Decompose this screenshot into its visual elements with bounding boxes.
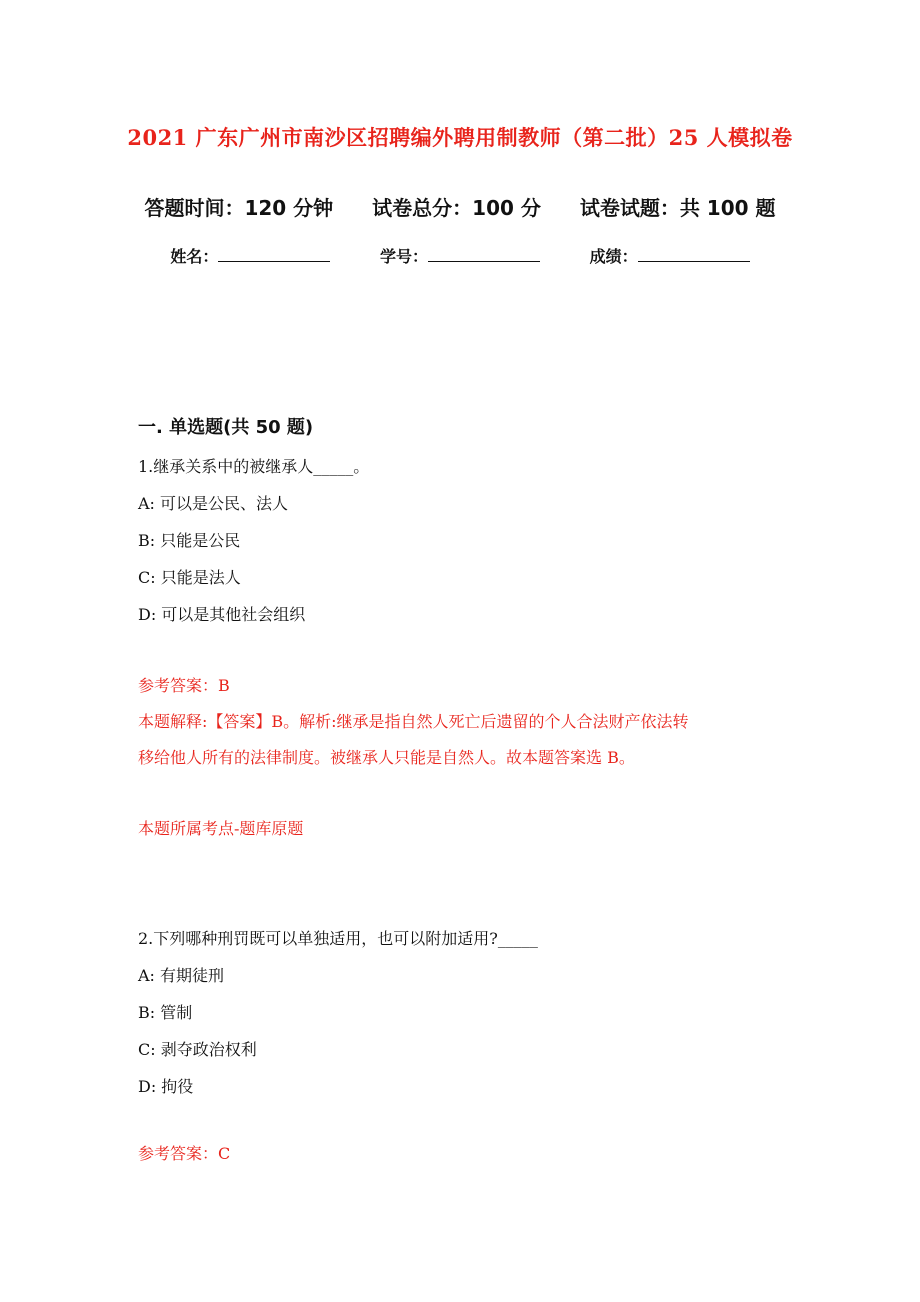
student-info-row: [0, 244, 920, 267]
name-field: [170, 244, 330, 267]
topic-1: 本题所属考点-题库原题: [138, 819, 304, 838]
option-a: A: 可以是公民、法人: [138, 494, 289, 513]
score-field: [590, 244, 750, 267]
exam-total-score: 试卷总分：100 分: [372, 196, 541, 220]
exam-title: 2021 广东广州市南沙区招聘编外聘用制教师（第二批）25 人模拟卷: [127, 125, 793, 150]
option-a: A: 有期徒刑: [138, 966, 225, 985]
answer-2: 参考答案：C: [138, 1144, 231, 1163]
question-stem: 2.下列哪种刑罚既可以单独适用，也可以附加适用?_____: [138, 929, 538, 948]
name-blank: [218, 247, 330, 262]
answer-1: 参考答案：B: [138, 676, 230, 695]
explanation-line-1: 本题解释:【答案】B。解析:继承是指自然人死亡后遗留的个人合法财产依法转: [138, 712, 689, 731]
student-id-blank: [428, 247, 540, 262]
name-label: 姓名：: [170, 247, 219, 266]
section-heading: 一. 单选题(共 50 题): [138, 417, 314, 438]
exam-meta: [0, 192, 920, 221]
option-d: D: 可以是其他社会组织: [138, 605, 306, 624]
question-2: [138, 928, 788, 1113]
explanation-1: [138, 704, 788, 776]
student-id-label: 学号：: [379, 247, 428, 266]
exam-total-questions: 试卷试题：共 100 题: [579, 196, 776, 220]
option-c: C: 剥夺政治权利: [138, 1040, 257, 1059]
exam-time: 答题时间：120 分钟: [144, 196, 334, 220]
explanation-line-2: 移给他人所有的法律制度。被继承人只能是自然人。故本题答案选 B。: [138, 748, 635, 767]
score-label: 成绩：: [589, 247, 638, 266]
option-b: B: 只能是公民: [138, 531, 241, 550]
option-c: C: 只能是法人: [138, 568, 241, 587]
question-1: [138, 456, 788, 641]
student-id-field: [380, 244, 540, 267]
score-blank: [638, 247, 750, 262]
option-d: D: 拘役: [138, 1077, 194, 1096]
question-stem: 1.继承关系中的被继承人_____。: [138, 457, 370, 476]
option-b: B: 管制: [138, 1003, 193, 1022]
